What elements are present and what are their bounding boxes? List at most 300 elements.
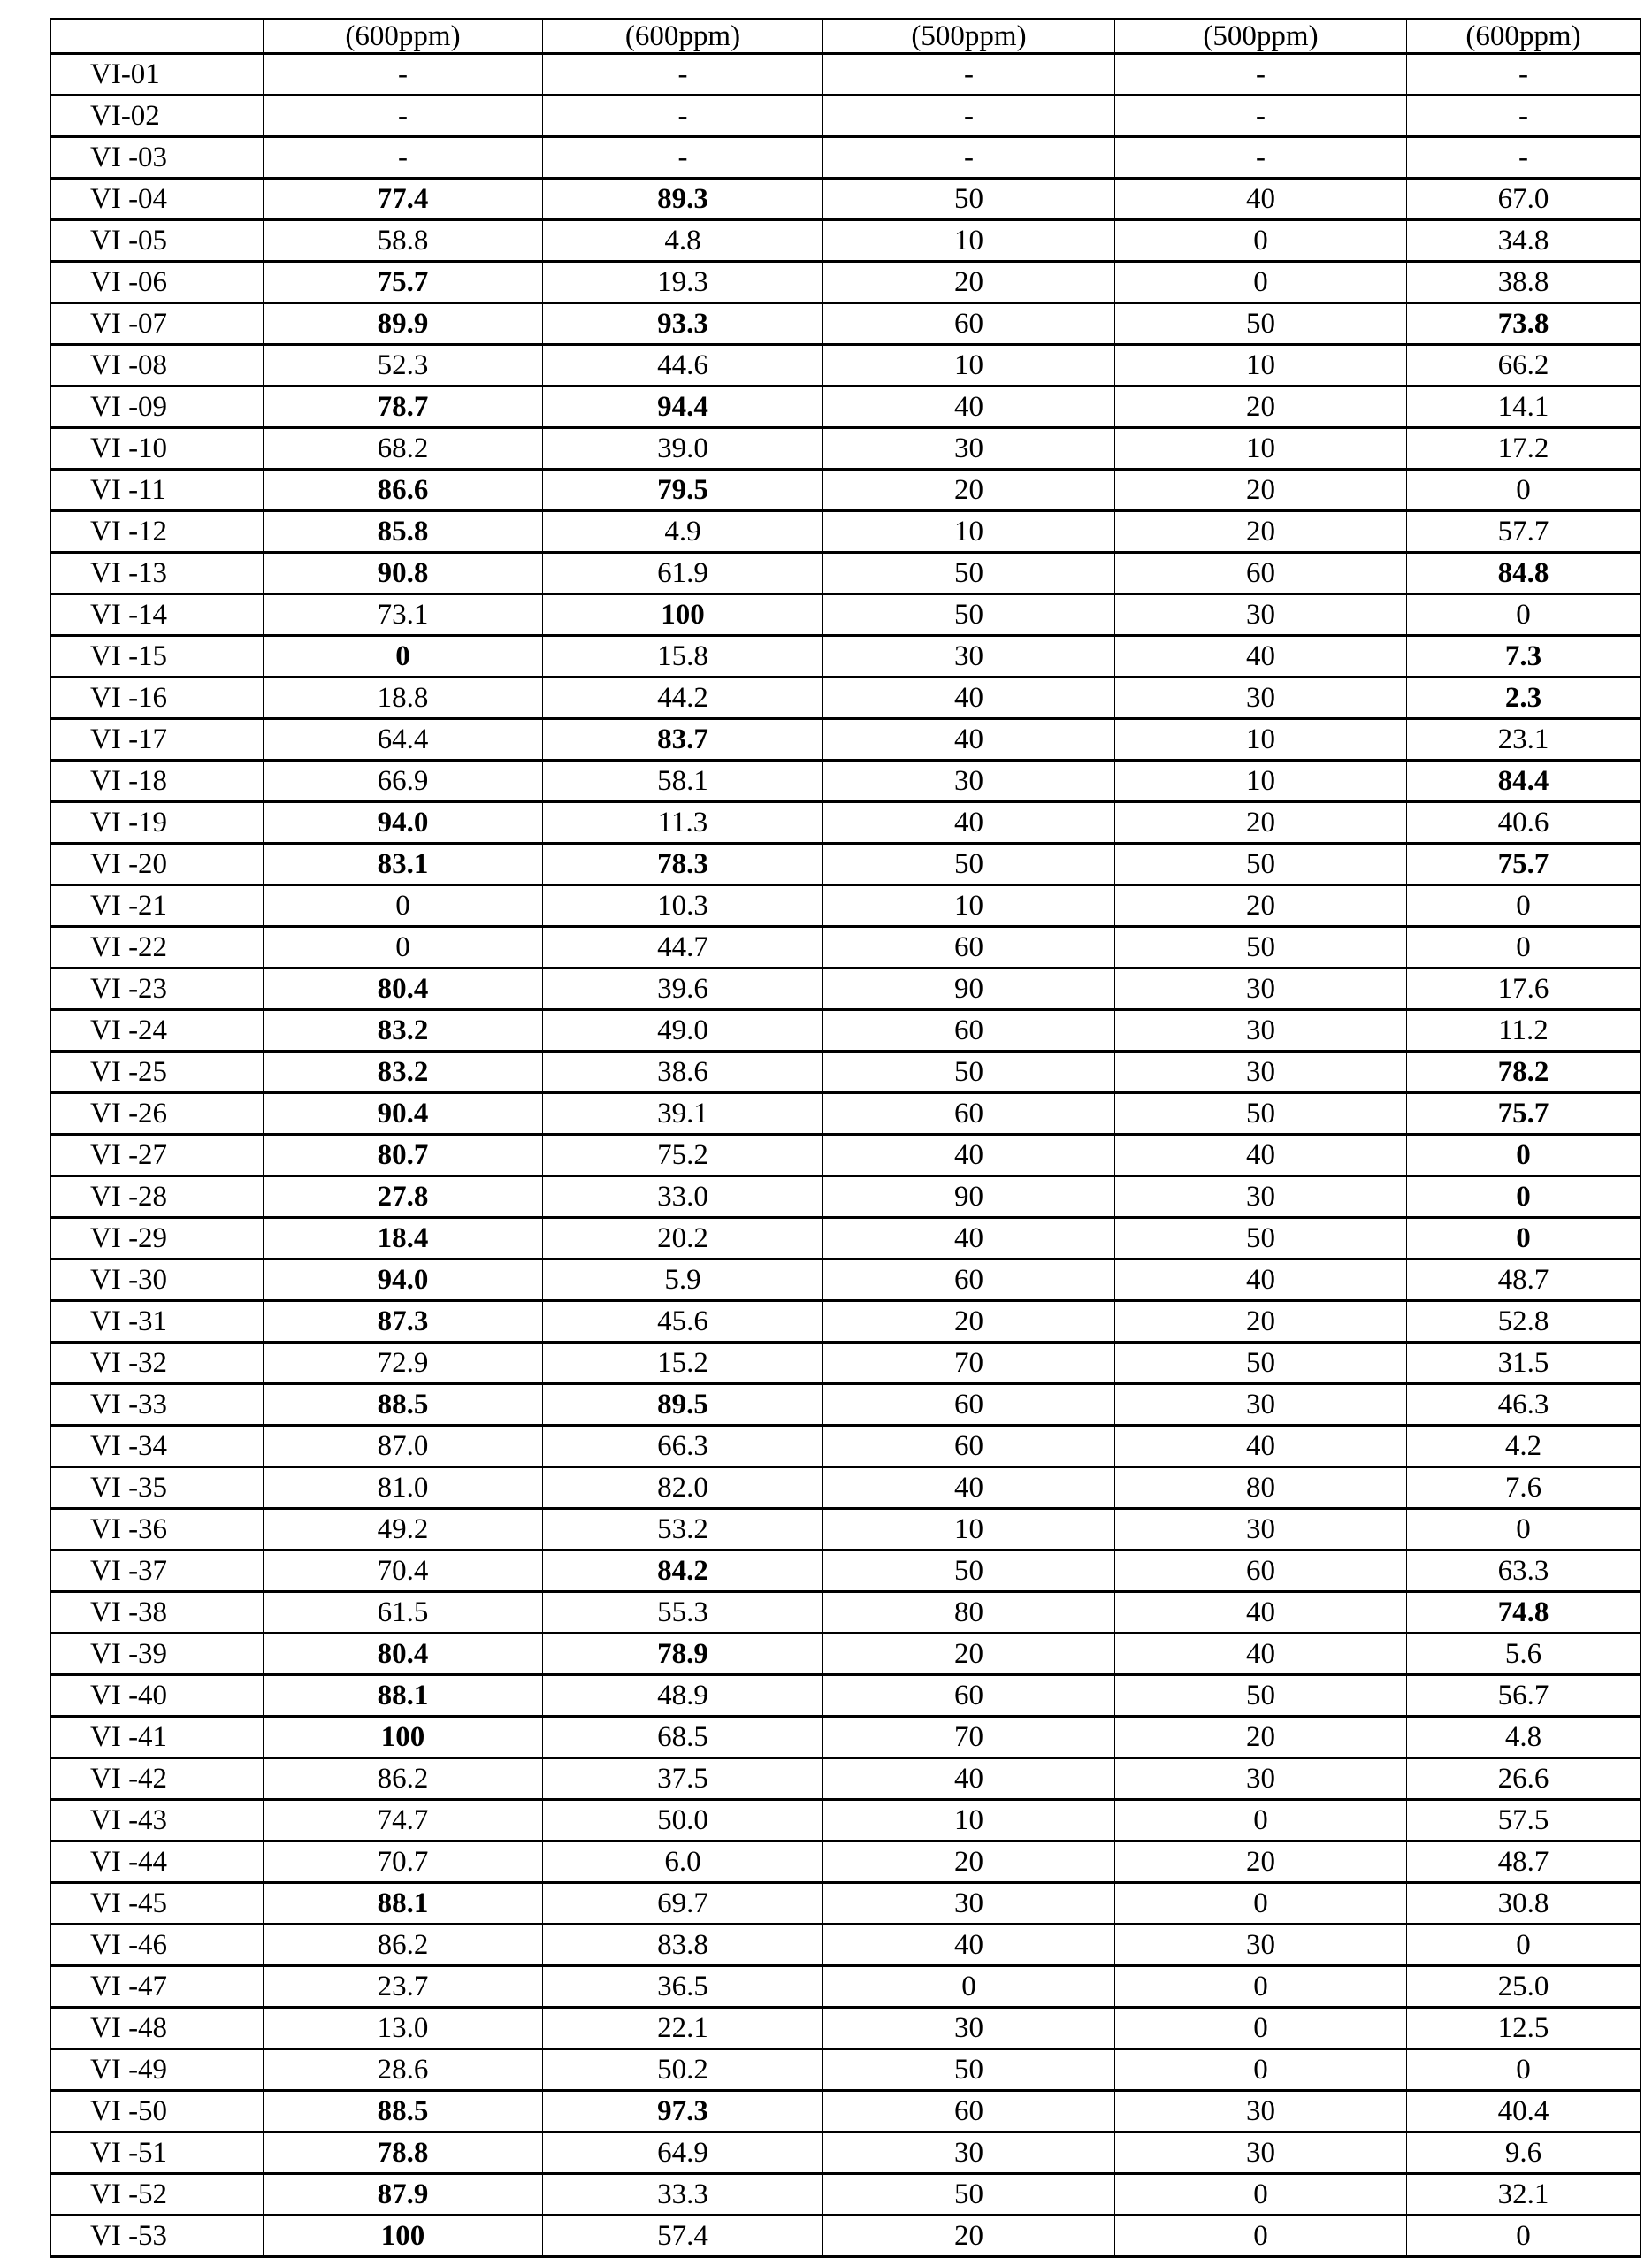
value-cell: 48.7 xyxy=(1407,1259,1641,1301)
value-cell: 60 xyxy=(823,303,1115,345)
header-cell-2: (600ppm) xyxy=(543,19,823,54)
value-cell: 49.0 xyxy=(543,1010,823,1052)
value-cell: 0 xyxy=(1115,1966,1407,2008)
value-cell: 88.1 xyxy=(264,1883,543,1925)
value-cell: 100 xyxy=(264,2216,543,2257)
table-row xyxy=(51,553,1641,594)
compound-id-cell: VI -21 xyxy=(51,885,264,927)
value-cell: 40 xyxy=(823,387,1115,428)
compound-id-cell: VI -47 xyxy=(51,1966,264,2008)
table-row xyxy=(51,345,1641,387)
table-row xyxy=(51,54,1641,96)
value-cell: - xyxy=(543,54,823,96)
table-row xyxy=(51,2174,1641,2216)
table-row xyxy=(51,1135,1641,1176)
value-cell: - xyxy=(823,137,1115,179)
table-row xyxy=(51,1883,1641,1925)
value-cell: 30 xyxy=(823,1883,1115,1925)
value-cell: 70.7 xyxy=(264,1841,543,1883)
value-cell: 0 xyxy=(1407,885,1641,927)
value-cell: 60 xyxy=(823,927,1115,968)
compound-id-cell: VI -09 xyxy=(51,387,264,428)
table-row xyxy=(51,761,1641,802)
value-cell: 40.4 xyxy=(1407,2091,1641,2132)
value-cell: 20 xyxy=(1115,885,1407,927)
compound-id-cell: VI-02 xyxy=(51,96,264,137)
compound-id-cell: VI -19 xyxy=(51,802,264,844)
value-cell: 48.9 xyxy=(543,1675,823,1717)
value-cell: 87.0 xyxy=(264,1426,543,1467)
value-cell: 0 xyxy=(1115,2049,1407,2091)
value-cell: 4.8 xyxy=(543,220,823,262)
value-cell: 84.2 xyxy=(543,1550,823,1592)
value-cell: 40 xyxy=(823,802,1115,844)
value-cell: 50 xyxy=(823,2174,1115,2216)
compound-id-cell: VI -14 xyxy=(51,594,264,636)
value-cell: 90 xyxy=(823,1176,1115,1218)
value-cell: - xyxy=(1407,137,1641,179)
value-cell: 81.0 xyxy=(264,1467,543,1509)
value-cell: 0 xyxy=(1407,2216,1641,2257)
table-row xyxy=(51,1841,1641,1883)
value-cell: 50 xyxy=(823,594,1115,636)
compound-id-cell: VI -16 xyxy=(51,678,264,719)
compound-id-cell: VI -45 xyxy=(51,1883,264,1925)
value-cell: 78.7 xyxy=(264,387,543,428)
table-row xyxy=(51,262,1641,303)
value-cell: 50.2 xyxy=(543,2049,823,2091)
value-cell: 57.4 xyxy=(543,2216,823,2257)
value-cell: 57.7 xyxy=(1407,511,1641,553)
value-cell: 83.7 xyxy=(543,719,823,761)
value-cell: 39.1 xyxy=(543,1093,823,1135)
value-cell: 78.2 xyxy=(1407,1052,1641,1093)
value-cell: 79.5 xyxy=(543,470,823,511)
table-row xyxy=(51,594,1641,636)
table-header xyxy=(51,19,1641,54)
value-cell: 6.0 xyxy=(543,1841,823,1883)
compound-id-cell: VI -40 xyxy=(51,1675,264,1717)
value-cell: 50 xyxy=(1115,1218,1407,1259)
value-cell: 13.0 xyxy=(264,2008,543,2049)
compound-id-cell: VI -04 xyxy=(51,179,264,220)
value-cell: 88.1 xyxy=(264,1675,543,1717)
table-row xyxy=(51,1550,1641,1592)
compound-id-cell: VI -29 xyxy=(51,1218,264,1259)
value-cell: 90.4 xyxy=(264,1093,543,1135)
value-cell: 38.6 xyxy=(543,1052,823,1093)
header-cell-1: (600ppm) xyxy=(264,19,543,54)
value-cell: 20 xyxy=(823,2216,1115,2257)
value-cell: - xyxy=(543,137,823,179)
value-cell: 5.9 xyxy=(543,1259,823,1301)
value-cell: 30 xyxy=(823,761,1115,802)
table-row xyxy=(51,428,1641,470)
table-row xyxy=(51,1675,1641,1717)
value-cell: 50 xyxy=(823,1550,1115,1592)
table-row xyxy=(51,470,1641,511)
value-cell: - xyxy=(1115,137,1407,179)
compound-id-cell: VI -43 xyxy=(51,1800,264,1841)
value-cell: 0 xyxy=(1407,2049,1641,2091)
table-row xyxy=(51,2008,1641,2049)
table-row xyxy=(51,1925,1641,1966)
header-row xyxy=(51,19,1641,54)
value-cell: 75.7 xyxy=(264,262,543,303)
value-cell: 40 xyxy=(823,1758,1115,1800)
compound-id-cell: VI -20 xyxy=(51,844,264,885)
header-cell-5: (600ppm) xyxy=(1407,19,1641,54)
value-cell: 80.4 xyxy=(264,1634,543,1675)
value-cell: 5.6 xyxy=(1407,1634,1641,1675)
value-cell: 20 xyxy=(823,470,1115,511)
value-cell: 50.0 xyxy=(543,1800,823,1841)
value-cell: 39.0 xyxy=(543,428,823,470)
value-cell: 40 xyxy=(823,1218,1115,1259)
compound-id-cell: VI -13 xyxy=(51,553,264,594)
table-row xyxy=(51,2049,1641,2091)
value-cell: 40 xyxy=(1115,179,1407,220)
compound-id-cell: VI -46 xyxy=(51,1925,264,1966)
value-cell: 2.3 xyxy=(1407,678,1641,719)
value-cell: 64.4 xyxy=(264,719,543,761)
value-cell: 0 xyxy=(1407,1218,1641,1259)
value-cell: 87.9 xyxy=(264,2174,543,2216)
value-cell: 60 xyxy=(1115,1550,1407,1592)
value-cell: 30 xyxy=(1115,1052,1407,1093)
table-row xyxy=(51,636,1641,678)
compound-id-cell: VI -53 xyxy=(51,2216,264,2257)
value-cell: 40 xyxy=(1115,636,1407,678)
table-row xyxy=(51,885,1641,927)
value-cell: 27.8 xyxy=(264,1176,543,1218)
compound-id-cell: VI -39 xyxy=(51,1634,264,1675)
table-row xyxy=(51,137,1641,179)
value-cell: 0 xyxy=(1115,2008,1407,2049)
value-cell: 70 xyxy=(823,1343,1115,1384)
value-cell: 20 xyxy=(1115,802,1407,844)
value-cell: 44.7 xyxy=(543,927,823,968)
value-cell: 40 xyxy=(1115,1135,1407,1176)
value-cell: 40 xyxy=(823,1135,1115,1176)
value-cell: 20 xyxy=(1115,1841,1407,1883)
value-cell: 0 xyxy=(1407,594,1641,636)
compound-id-cell: VI -05 xyxy=(51,220,264,262)
value-cell: 0 xyxy=(1115,262,1407,303)
value-cell: 10 xyxy=(823,1509,1115,1550)
value-cell: 73.8 xyxy=(1407,303,1641,345)
value-cell: 60 xyxy=(823,1010,1115,1052)
compound-id-cell: VI -15 xyxy=(51,636,264,678)
compound-id-cell: VI -52 xyxy=(51,2174,264,2216)
value-cell: 80.7 xyxy=(264,1135,543,1176)
value-cell: 40 xyxy=(823,1467,1115,1509)
value-cell: 56.7 xyxy=(1407,1675,1641,1717)
value-cell: 50 xyxy=(1115,1343,1407,1384)
value-cell: 40.6 xyxy=(1407,802,1641,844)
value-cell: 10 xyxy=(823,885,1115,927)
table-row xyxy=(51,1010,1641,1052)
value-cell: 58.8 xyxy=(264,220,543,262)
table-row xyxy=(51,1218,1641,1259)
value-cell: 30 xyxy=(1115,2091,1407,2132)
value-cell: 0 xyxy=(1407,470,1641,511)
value-cell: 60 xyxy=(823,1675,1115,1717)
value-cell: 78.9 xyxy=(543,1634,823,1675)
value-cell: 64.9 xyxy=(543,2132,823,2174)
value-cell: 60 xyxy=(1115,553,1407,594)
value-cell: 48.7 xyxy=(1407,1841,1641,1883)
value-cell: 60 xyxy=(823,1426,1115,1467)
value-cell: 30 xyxy=(1115,1384,1407,1426)
value-cell: 15.2 xyxy=(543,1343,823,1384)
table-row xyxy=(51,96,1641,137)
value-cell: 11.3 xyxy=(543,802,823,844)
value-cell: 84.4 xyxy=(1407,761,1641,802)
value-cell: 83.2 xyxy=(264,1052,543,1093)
table-row xyxy=(51,1259,1641,1301)
value-cell: 30 xyxy=(823,636,1115,678)
value-cell: 10 xyxy=(1115,761,1407,802)
value-cell: 50 xyxy=(1115,927,1407,968)
value-cell: 30 xyxy=(1115,1758,1407,1800)
value-cell: 30 xyxy=(1115,1925,1407,1966)
value-cell: 10 xyxy=(1115,719,1407,761)
value-cell: 83.8 xyxy=(543,1925,823,1966)
table-row xyxy=(51,2091,1641,2132)
value-cell: 58.1 xyxy=(543,761,823,802)
compound-id-cell: VI -22 xyxy=(51,927,264,968)
value-cell: 60 xyxy=(823,1093,1115,1135)
value-cell: 33.3 xyxy=(543,2174,823,2216)
value-cell: - xyxy=(1407,96,1641,137)
value-cell: 50 xyxy=(823,844,1115,885)
value-cell: 26.6 xyxy=(1407,1758,1641,1800)
value-cell: 0 xyxy=(264,636,543,678)
compound-id-cell: VI -11 xyxy=(51,470,264,511)
compound-id-cell: VI -30 xyxy=(51,1259,264,1301)
value-cell: 68.5 xyxy=(543,1717,823,1758)
value-cell: 0 xyxy=(823,1966,1115,2008)
table-row xyxy=(51,179,1641,220)
value-cell: 10 xyxy=(823,345,1115,387)
value-cell: - xyxy=(1407,54,1641,96)
compound-id-cell: VI -42 xyxy=(51,1758,264,1800)
value-cell: 40 xyxy=(1115,1592,1407,1634)
table-row xyxy=(51,678,1641,719)
value-cell: 19.3 xyxy=(543,262,823,303)
value-cell: 83.2 xyxy=(264,1010,543,1052)
compound-id-cell: VI -33 xyxy=(51,1384,264,1426)
compound-id-cell: VI -34 xyxy=(51,1426,264,1467)
value-cell: 20 xyxy=(1115,470,1407,511)
table-row xyxy=(51,1717,1641,1758)
value-cell: 7.3 xyxy=(1407,636,1641,678)
value-cell: 28.6 xyxy=(264,2049,543,2091)
compound-id-cell: VI -24 xyxy=(51,1010,264,1052)
value-cell: 15.8 xyxy=(543,636,823,678)
compound-id-cell: VI -36 xyxy=(51,1509,264,1550)
value-cell: 30 xyxy=(1115,1010,1407,1052)
table-row xyxy=(51,1343,1641,1384)
value-cell: 0 xyxy=(1407,1925,1641,1966)
value-cell: 73.1 xyxy=(264,594,543,636)
value-cell: 50 xyxy=(1115,844,1407,885)
table-row xyxy=(51,2216,1641,2257)
value-cell: 82.0 xyxy=(543,1467,823,1509)
value-cell: 94.4 xyxy=(543,387,823,428)
compound-id-cell: VI -37 xyxy=(51,1550,264,1592)
table-row xyxy=(51,220,1641,262)
value-cell: 10 xyxy=(1115,345,1407,387)
compound-id-cell: VI -10 xyxy=(51,428,264,470)
value-cell: 9.6 xyxy=(1407,2132,1641,2174)
value-cell: 44.2 xyxy=(543,678,823,719)
value-cell: 4.2 xyxy=(1407,1426,1641,1467)
compound-id-cell: VI -23 xyxy=(51,968,264,1010)
value-cell: 0 xyxy=(1407,1176,1641,1218)
value-cell: 40 xyxy=(1115,1259,1407,1301)
value-cell: - xyxy=(264,54,543,96)
value-cell: 66.2 xyxy=(1407,345,1641,387)
value-cell: 0 xyxy=(1115,220,1407,262)
value-cell: 52.8 xyxy=(1407,1301,1641,1343)
value-cell: 0 xyxy=(264,885,543,927)
value-cell: 0 xyxy=(1407,927,1641,968)
value-cell: 33.0 xyxy=(543,1176,823,1218)
value-cell: 10.3 xyxy=(543,885,823,927)
value-cell: 10 xyxy=(823,1800,1115,1841)
value-cell: 80 xyxy=(823,1592,1115,1634)
value-cell: 10 xyxy=(1115,428,1407,470)
value-cell: 45.6 xyxy=(543,1301,823,1343)
value-cell: 49.2 xyxy=(264,1509,543,1550)
value-cell: 14.1 xyxy=(1407,387,1641,428)
value-cell: 89.9 xyxy=(264,303,543,345)
value-cell: 78.3 xyxy=(543,844,823,885)
compound-id-cell: VI -17 xyxy=(51,719,264,761)
header-cell-4: (500ppm) xyxy=(1115,19,1407,54)
value-cell: 30 xyxy=(823,428,1115,470)
header-cell-3: (500ppm) xyxy=(823,19,1115,54)
value-cell: 78.8 xyxy=(264,2132,543,2174)
value-cell: 50 xyxy=(1115,303,1407,345)
table-row xyxy=(51,1093,1641,1135)
value-cell: 86.2 xyxy=(264,1758,543,1800)
value-cell: 46.3 xyxy=(1407,1384,1641,1426)
value-cell: 87.3 xyxy=(264,1301,543,1343)
value-cell: 69.7 xyxy=(543,1883,823,1925)
value-cell: 23.7 xyxy=(264,1966,543,2008)
table-row xyxy=(51,1052,1641,1093)
value-cell: 63.3 xyxy=(1407,1550,1641,1592)
value-cell: 30 xyxy=(1115,594,1407,636)
compound-id-cell: VI -07 xyxy=(51,303,264,345)
value-cell: - xyxy=(823,54,1115,96)
value-cell: 60 xyxy=(823,1259,1115,1301)
compound-id-cell: VI -25 xyxy=(51,1052,264,1093)
value-cell: 74.7 xyxy=(264,1800,543,1841)
compound-id-cell: VI-01 xyxy=(51,54,264,96)
value-cell: 94.0 xyxy=(264,802,543,844)
value-cell: 20 xyxy=(1115,1301,1407,1343)
value-cell: 86.6 xyxy=(264,470,543,511)
table-row xyxy=(51,1301,1641,1343)
value-cell: 77.4 xyxy=(264,179,543,220)
table-row xyxy=(51,968,1641,1010)
value-cell: 0 xyxy=(1115,1883,1407,1925)
value-cell: 50 xyxy=(823,2049,1115,2091)
value-cell: 75.7 xyxy=(1407,844,1641,885)
value-cell: 4.8 xyxy=(1407,1717,1641,1758)
value-cell: 20 xyxy=(823,1841,1115,1883)
value-cell: 11.2 xyxy=(1407,1010,1641,1052)
value-cell: 0 xyxy=(1407,1135,1641,1176)
value-cell: 68.2 xyxy=(264,428,543,470)
table-row xyxy=(51,1758,1641,1800)
compound-id-cell: VI -31 xyxy=(51,1301,264,1343)
value-cell: 30 xyxy=(1115,1176,1407,1218)
value-cell: 40 xyxy=(1115,1634,1407,1675)
compound-id-cell: VI -32 xyxy=(51,1343,264,1384)
value-cell: 20 xyxy=(1115,1717,1407,1758)
value-cell: 30 xyxy=(1115,2132,1407,2174)
value-cell: 80 xyxy=(1115,1467,1407,1509)
value-cell: 70.4 xyxy=(264,1550,543,1592)
value-cell: 12.5 xyxy=(1407,2008,1641,2049)
value-cell: 20 xyxy=(823,1301,1115,1343)
value-cell: 34.8 xyxy=(1407,220,1641,262)
compound-id-cell: VI -26 xyxy=(51,1093,264,1135)
value-cell: 38.8 xyxy=(1407,262,1641,303)
table-row xyxy=(51,387,1641,428)
value-cell: 17.2 xyxy=(1407,428,1641,470)
table-row xyxy=(51,511,1641,553)
value-cell: 100 xyxy=(543,594,823,636)
compound-id-cell: VI -06 xyxy=(51,262,264,303)
table-row xyxy=(51,1800,1641,1841)
value-cell: - xyxy=(264,137,543,179)
value-cell: 0 xyxy=(1115,1800,1407,1841)
value-cell: 0 xyxy=(264,927,543,968)
value-cell: 0 xyxy=(1115,2174,1407,2216)
compound-id-cell: VI -44 xyxy=(51,1841,264,1883)
value-cell: 22.1 xyxy=(543,2008,823,2049)
value-cell: 74.8 xyxy=(1407,1592,1641,1634)
value-cell: 10 xyxy=(823,511,1115,553)
value-cell: 10 xyxy=(823,220,1115,262)
value-cell: 66.9 xyxy=(264,761,543,802)
table-row xyxy=(51,1634,1641,1675)
header-cell-compound xyxy=(51,19,264,54)
value-cell: 84.8 xyxy=(1407,553,1641,594)
value-cell: 17.6 xyxy=(1407,968,1641,1010)
value-cell: 20 xyxy=(1115,511,1407,553)
value-cell: - xyxy=(264,96,543,137)
value-cell: 20 xyxy=(823,262,1115,303)
value-cell: 83.1 xyxy=(264,844,543,885)
value-cell: 90.8 xyxy=(264,553,543,594)
value-cell: 40 xyxy=(823,719,1115,761)
value-cell: 60 xyxy=(823,1384,1115,1426)
table-row xyxy=(51,1426,1641,1467)
value-cell: 88.5 xyxy=(264,2091,543,2132)
compound-id-cell: VI -08 xyxy=(51,345,264,387)
value-cell: - xyxy=(1115,54,1407,96)
value-cell: 30 xyxy=(1115,678,1407,719)
value-cell: 100 xyxy=(264,1717,543,1758)
table-row xyxy=(51,802,1641,844)
